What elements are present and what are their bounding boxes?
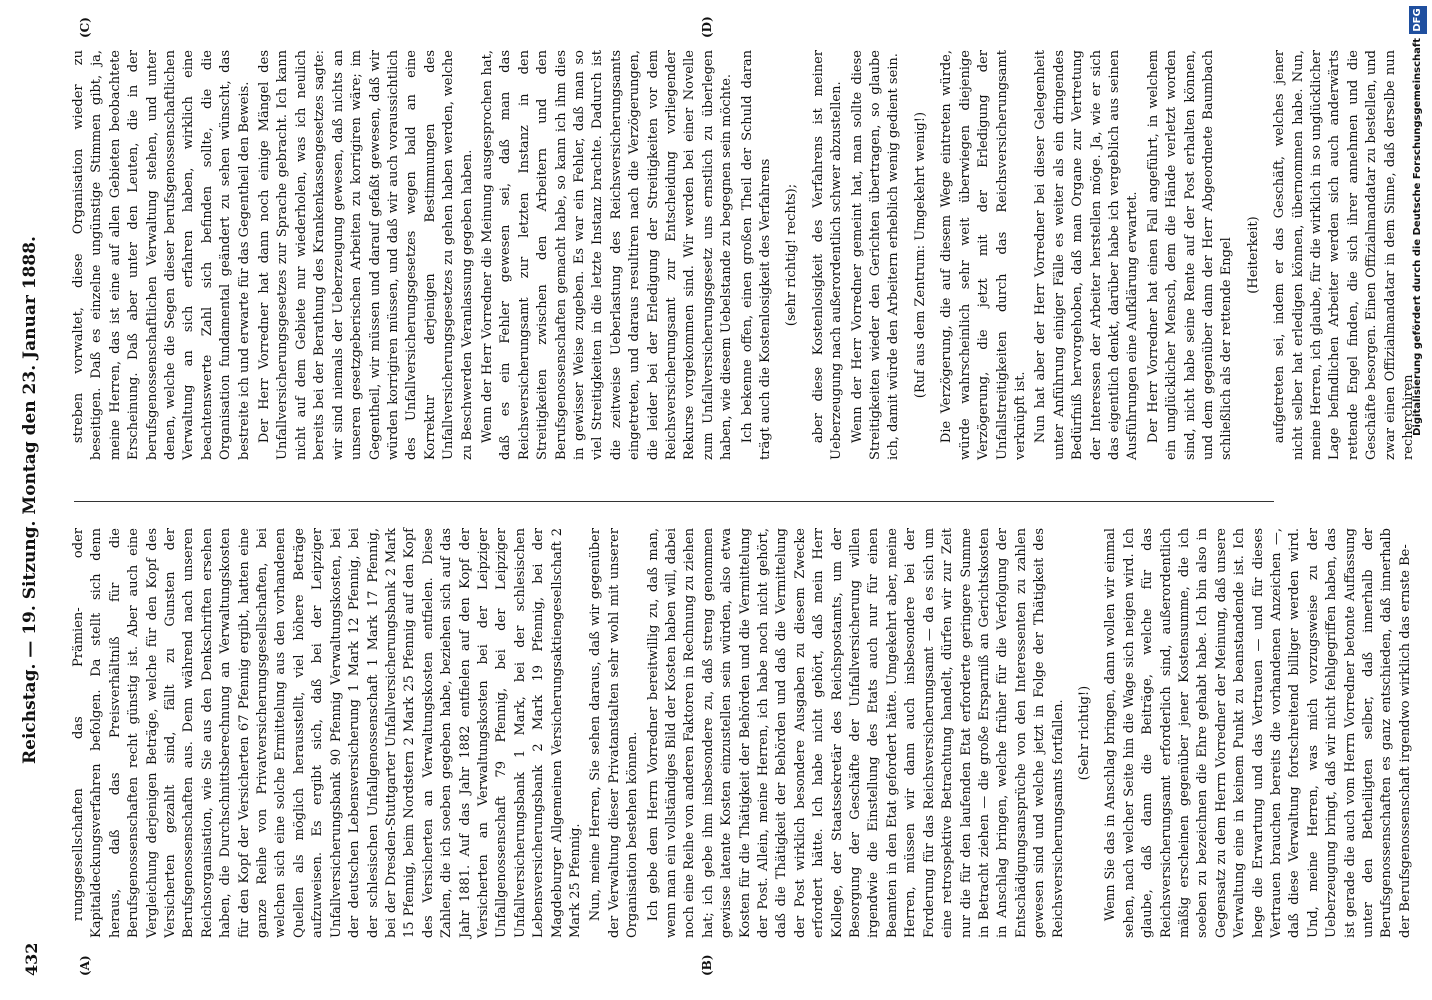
paragraph: Die Verzögerung, die auf diesem Wege eintreten würde, würde wahrscheinlich sehr weit überwiegen diejenige Verzögerung, die jetzt mit der Erledigung der Unfallstreitigkeiten durch das Reichsversicherungsamt verknüpft ist. [939,50,1028,460]
paragraph: Wenn der Herr Vorredner gemeint hat, man sollte diese Streitigkeiten wieder den Gerichten übertragen, so glaube ich, damit würde den Arbeitern erheblich wenig gedient sein. [849,50,902,460]
paragraph: Wenn der Herr Vorredner die Meinung ausgesprochen hat, daß es ein Fehler gewesen sei, daß man das Reichsversicherungsamt zur letzten Instanz in den Streitigkeiten zwischen den Arbeitern und den Berufsgenossenschaften gemacht habe, so kann ich ihm dies in gewisser Weise zugeben. Es war ein Fehler, daß man so viel Streitigkeiten in die letzte Instanz brachte. Dadurch ist die zeitweise Ueberlastung des Reichsversicherungsamts eingetreten, und daraus resultiren nach die Verzögerungen, die leider bei der Erledigung der Streitigkeiten vor dem Reichsversicherungsamt zur Entscheidung vorliegender Rekurse vorgekommen sind. Wir werden bei einer Novelle zum Unfallversicherungsgesetz uns ernstlich zu überlegen haben, wie diesem Uebelstande zu begegnen sein möchte. [479,50,735,460]
digitization-credit [1406,0,1432,1000]
column-divider [74,501,1274,502]
interjection: (Heiterkeit) [1245,216,1261,294]
page-title: Reichstag. — 19. Sitzung. Montag den 23. Januar 1888. [20,236,40,764]
margin-mark-c: (C) [78,17,92,38]
paragraph: Wenn Sie das in Anschlag bringen, dann wollen wir einmal sehen, nach welcher Seite hin die Wage sich neigen wird. Ich glaube, daß dann die Beiträge, welche für das Reichsversicherungsamt erforderlich sind, außerordentlich mäßig erscheinen gegenüber jener Kostensumme, die ich soeben zu bezeichnen die Ehre gehabt habe. Ich bin also in Gegensatz zu dem Herrn Vorredner der Meinung, daß unsere Verwaltung eine in keinem Punkt zu beanstandende ist. Ich hege die Erwartung und das Vertrauen — und für dieses Vertrauen brauchen bereits die vorhandenen Anzeichen —, daß diese Verwaltung fortschreitend billiger werden wird. Und, meine Herren, was mich vorzugsweise zu der Ueberzeugung bringt, daß wir nicht fehlgegriffen haben, das ist gerade die auch vom Herrn Vorredner betonte Auffassung unter den Betheiligten selber, daß innerhalb der Berufsgenossenschaften es ganz entschieden, daß innerhalb der Berufsgenossenschaft irgendwo wirklich das ernste Be- [1103,528,1413,938]
page-number: 432 [22,942,41,976]
paragraph: rungsgesellschaften das Prämien- oder Kapitaldeckungsverfahren befolgen. Da stellt sich denn heraus, daß das Preisverhältniß für die Berufsgenossenschaften recht günstig ist. Aber auch eine Vergleichung derjenigen Beträge, welche für den Kopf des Versicherten gezahlt sind, fällt zu Gunsten der Berufsgenossenschaften aus. Denn während nach unseren Reichsorganisation, wie Sie aus den Denkschriften ersehen haben, die Durchschnittsberechnung an Verwaltungskosten für den Kopf der Versicherten 67 Pfennig ergibt, hatten eine ganze Reihe von Privatversicherungsgesellschaften, bei welchen sich eine solche Ermittelung aus den vorhandenen Quellen als möglich herausstellt, viel höhere Beträge aufzuweisen. Es ergibt sich, daß bei der Leipziger Unfallversicherungsbank 90 Pfennig Verwaltungskosten, bei der deutschen Lebensversicherung 1 Mark 12 Pfennig, bei der schlesischen Unfallgenossenschaft 1 Mark 17 Pfennig, bei der Dresden-Stuttgarter Unfallversicherungsbank 2 Mark 15 Pfennig, beim Nordstern 2 Mark 25 Pfennig auf den Kopf des Versicherten an Verwaltungskosten entfielen. Diese Zahlen, die ich soeben gegeben habe, beziehen sich auf das Jahr 1881. Auf das Jahr 1882 entfielen auf den Kopf der Versicherten an Verwaltungskosten bei der Leipziger Unfallgenossenschaft 79 Pfennig, bei der Leipziger Unfallversicherungsbank 1 Mark, bei der schlesischen Lebensversicherungsbank 2 Mark 19 Pfennig, bei der Magdeburger Allgemeinen Versicherungsaktiengesellschaft 2 Mark 25 Pfennig. [71,528,583,938]
paragraph: Der Herr Vorredner hat dann noch einige Mängel des Unfallversicherungsgesetzes zur Sprache gebracht. Ich kann nicht auf dem Gebiete nur wiederholen, was ich neulich bereits bei der Berathung des Krankenkassengesetzes sagte: wir sind niemals der Ueberzeugung gewesen, daß nichts an unseren gesetzgeberischen Arbeiten zu korrigiren wäre; im Gegentheil, wir müssen und darauf gefaßt gewesen, daß wir würden korrigiren müssen, und daß wir auch voraussichtlich des Unfallversicherungsgesetzes wegen bald an eine Korrektur derjenigen Bestimmungen des Unfallversicherungsgesetzes zu gehen haben werden, welche zu Beschwerden Veranlassung gegeben haben. [257,50,475,460]
paragraph: streben vorwaltet, diese Organisation wieder zu beseitigen. Daß es einzelne ungünstige Stimmen gibt, ja, meine Herren, das ist eine auf allen Gebieten beobachtete Erscheinung. Daß aber unter den Leuten, die in der berufsgenossenschaftlichen Verwaltung stehen, und unter denen, welche die Segen dieser berufsgenossenschaftlichen Verwaltung an sich erfahren haben, wirklich eine beachtenswerte Zahl sich befinden sollte, die die Organisation fundamental geändert zu sehen wünscht, das bestreite ich und erwarte für das Gegentheil den Beweis. [71,50,252,460]
paragraph: Nun hat aber der Herr Vorredner bei dieser Gelegenheit unter Anführung einiger Fälle es weiter als ein dringendes Bedürfniß hervorgehoben, daß man Organe zur Vertretung der Interessen der Arbeiter herstellen möge. Ja, wie er sich das eigentlich denkt, darüber habe ich vergeblich aus seinen Ausführungen eine Aufklärung erwartet. [1033,50,1141,460]
left-column [70,528,1413,938]
dfg-logo: DFG [1409,6,1427,34]
paragraph: aufgetreten sei, indem er das Geschäft, welches jener nicht selber hat erledigen können, übernommen habe. Nun, meine Herren, ich glaube, für die wirklich in so unglücklicher Lage befindlichen Arbeiter werden sich auch anderwärts rettende Engel finden, die sich ihrer annehmen und die Geschäfte besorgen. Einen Offizialmandatar zu bestellen, und zwar einen Offizialmandatar in dem Sinne, daß derselbe nun recherchiren [1272,50,1417,460]
paragraph: Ich bekenne offen, einen großen Theil der Schuld daran trägt auch die Kostenlosigkeit des Verfahrens [739,50,774,460]
margin-mark-d: (D) [700,16,714,38]
interjection: (sehr richtig! rechts); [784,183,800,327]
interjection: (Ruf aus dem Zentrum: Umgekehrt wenig!) [912,111,928,399]
paragraph: aber diese Kostenlosigkeit des Verfahrens ist meiner Ueberzeugung nach außerordentlich schwer abzustellen. [810,50,845,460]
paragraph: Ich gebe dem Herrn Vorredner bereitwillig zu, daß man, wenn man ein vollständiges Bild der Kosten haben will, dabei noch eine Reihe von anderen Faktoren in Rechnung zu ziehen hat; ich gebe ihm insbesondere zu, daß streng genommen gewisse latente Kosten einzustellen sein würden, also etwa Kosten für die Thätigkeit der Behörden und die Vermittelung der Post. Allein, meine Herren, ich habe noch nicht gehört, daß die Thätigkeit der Behörden und daß die Vermittelung der Post wirklich besondere Ausgaben zu diesem Zwecke erfordert hätte. Ich habe nicht gehört, daß mein Herr Kollege, der Staatssekretär des Reichspostamts, um der Besorgung der Geschäfte der Unfallversicherung willen irgendwie die Einstellung des Etats auch nur für einen Beamten in den Etat gefordert hätte. Umgekehrt aber, meine Herren, müssen wir dann auch insbesondere bei der Forderung für das Reichsversicherungsamt — da es sich um eine retrospektive Betrachtung handelt, dürfen wir zur Zeit nur die für den laufenden Etat erforderte geringere Summe in Betracht ziehen — die große Ersparniß an Gerichtskosten in Anschlag bringen, welche früher für die Verfolgung der Entschädigungsansprüche von den Interessenten zu zahlen gewesen sind und welche jetzt in Folge der Thätigkeit des Reichsversicherungsamts fortfallen. [645,528,1066,938]
margin-mark-a: (A) [78,955,92,976]
right-column [70,50,1417,460]
margin-mark-b: (B) [700,954,714,976]
credit-text: Digitalisierung gefördert durch die Deutsche Forschungsgemeinschaft [1412,38,1423,436]
paragraph: Der Herr Vorredner hat einen Fall angeführt, in welchem ein unglücklicher Mensch, dem die Hände verletzt worden sind, nicht habe seine Rente auf der Post erhalten können, und dem gegenüber dann der Herr Abgeordnete Baumbach schließlich als der rettende Engel [1145,50,1235,460]
paragraph: Nun, meine Herren, Sie sehen daraus, daß wir gegenüber der Verwaltung dieser Privatanstalten sehr wohl mit unserer Organisation bestehen können. [588,528,641,938]
page-header [10,24,56,976]
interjection: (Sehr richtig!) [1076,685,1092,781]
